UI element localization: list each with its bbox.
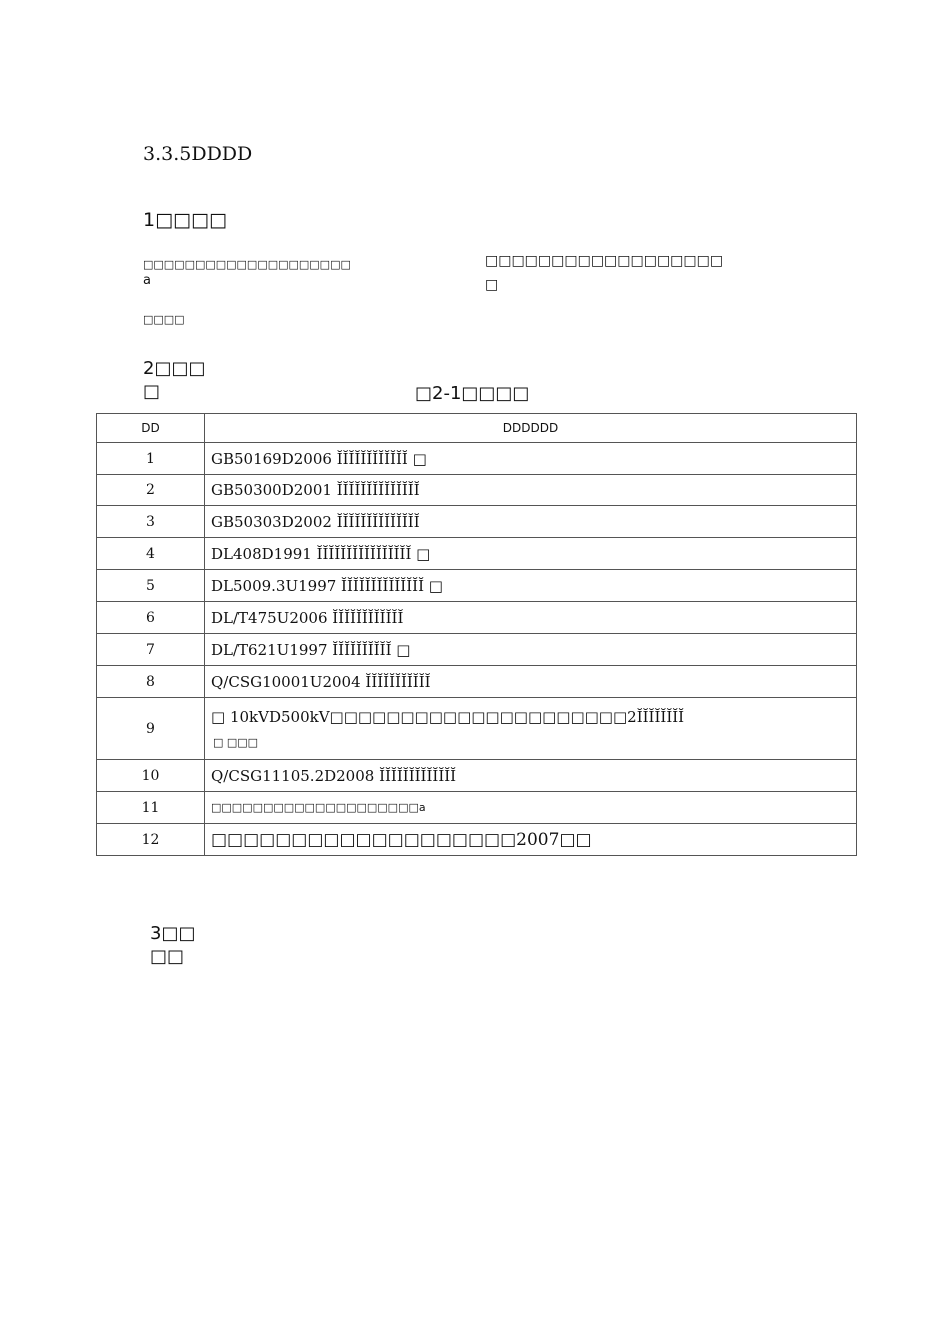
table-caption: □2-1□□□□ [415, 383, 530, 404]
row-standard: GB50169D2006 ĬĬĬĬĬĬĬĬĬĬĬĬ □ [205, 443, 857, 475]
row-number: 12 [97, 824, 205, 856]
table-row [97, 475, 857, 506]
row-standard-multiline [205, 698, 857, 760]
row-standard-line-2: □ □□□ [213, 736, 259, 749]
subsection-2-title-continued: □ [143, 381, 161, 402]
table-row [97, 698, 857, 760]
paragraph-left-line-2: a [143, 273, 151, 288]
row-standard: □□□□□□□□□□□□□□□□□□□□a [205, 792, 857, 824]
row-number: 11 [97, 792, 205, 824]
row-standard: Q/CSG11105.2D2008 ĬĬĬĬĬĬĬĬĬĬĬĬĬ [205, 760, 857, 792]
subsection-3-title: 3□□ [150, 923, 196, 944]
paragraph-right-line-2: □ [485, 277, 499, 293]
header-number: DD [97, 414, 205, 443]
table-row [97, 443, 857, 475]
row-standard: □□□□□□□□□□□□□□□□□□□2007□□ [205, 824, 857, 856]
row-standard-line-1: □ 10kVD500kV□□□□□□□□□□□□□□□□□□□□□2ĬĬĬĬĬĬĬĬ [211, 708, 685, 726]
table-row [97, 634, 857, 666]
row-number: 8 [97, 666, 205, 698]
paragraph-left-line-3: □□□□ [143, 313, 185, 326]
paragraph-left-line-1: □□□□□□□□□□□□□□□□□□□□ [143, 258, 351, 271]
standards-table [96, 413, 857, 856]
table-row [97, 760, 857, 792]
table-row [97, 602, 857, 634]
header-standard-name: DDDDDD [205, 414, 857, 443]
row-number: 1 [97, 443, 205, 475]
row-standard: DL5009.3U1997 ĬĬĬĬĬĬĬĬĬĬĬĬĬĬ □ [205, 570, 857, 602]
table-row [97, 666, 857, 698]
table-row [97, 506, 857, 538]
table-row [97, 538, 857, 570]
table-row [97, 570, 857, 602]
row-number: 7 [97, 634, 205, 666]
paragraph-right-line-1: □□□□□□□□□□□□□□□□□□ [485, 253, 724, 269]
row-number: 3 [97, 506, 205, 538]
table-row [97, 824, 857, 856]
row-number: 5 [97, 570, 205, 602]
row-standard: Q/CSG10001U2004 ĬĬĬĬĬĬĬĬĬĬĬ [205, 666, 857, 698]
row-standard: DL/T621U1997 ĬĬĬĬĬĬĬĬĬĬ □ [205, 634, 857, 666]
row-number: 10 [97, 760, 205, 792]
section-heading: 3.3.5DDDD [143, 143, 253, 165]
table-row [97, 792, 857, 824]
subsection-1-title: 1□□□□ [143, 209, 227, 231]
subsection-3-title-continued: □□ [150, 946, 185, 967]
table-header-row [97, 414, 857, 443]
row-standard: GB50300D2001 ĬĬĬĬĬĬĬĬĬĬĬĬĬĬ [205, 475, 857, 506]
row-standard: DL408D1991 ĬĬĬĬĬĬĬĬĬĬĬĬĬĬĬĬ □ [205, 538, 857, 570]
subsection-2-title: 2□□□ [143, 358, 206, 379]
row-standard: GB50303D2002 ĬĬĬĬĬĬĬĬĬĬĬĬĬĬ [205, 506, 857, 538]
row-number: 2 [97, 475, 205, 506]
row-standard: DL/T475U2006 ĬĬĬĬĬĬĬĬĬĬĬĬ [205, 602, 857, 634]
row-number: 6 [97, 602, 205, 634]
row-number: 4 [97, 538, 205, 570]
row-number: 9 [97, 698, 205, 760]
